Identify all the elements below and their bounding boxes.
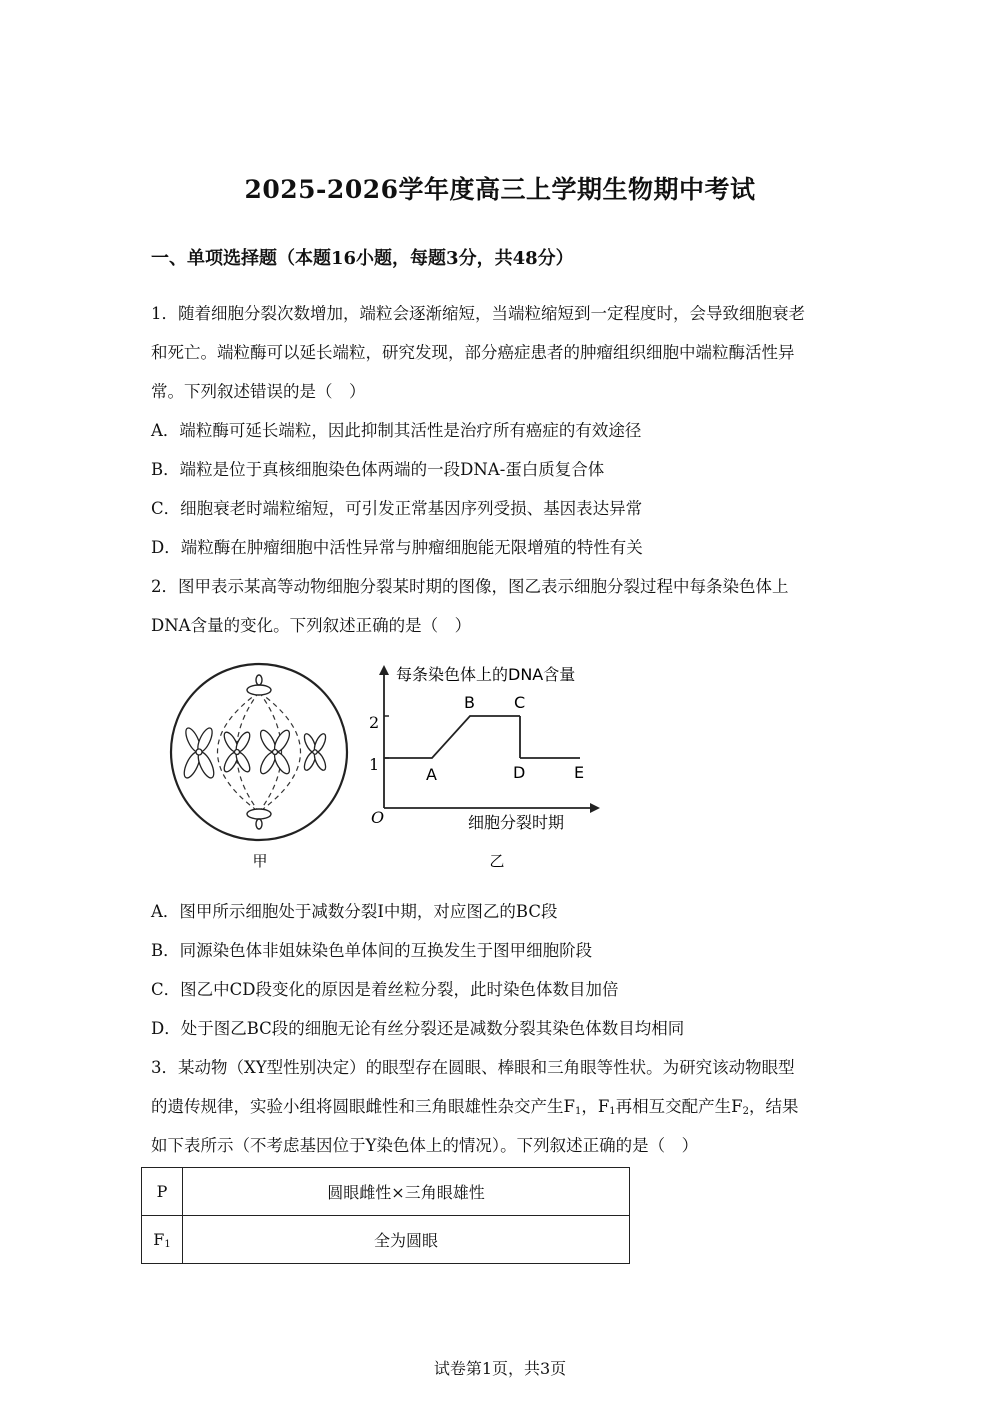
q3-stem-line-1: 3．某动物（XY型性别决定）的眼型存在圆眼、棒眼和三角眼等性状。为研究该动物眼型	[151, 1058, 795, 1077]
caption-left: 甲	[252, 852, 268, 870]
cell-diagram	[171, 664, 347, 870]
y-tick-2: 2	[369, 713, 380, 732]
table-cell-value: 全为圆眼	[183, 1216, 630, 1264]
origin-label: O	[371, 808, 385, 827]
centrosome-top	[247, 675, 271, 695]
q1-option-a: A．端粒酶可延长端粒，因此抑制其活性是治疗所有癌症的有效途径	[151, 421, 642, 440]
dna-chart	[369, 665, 600, 870]
chromosome-4	[302, 732, 328, 772]
q2-option-c: C．图乙中CD段变化的原因是着丝粒分裂，此时染色体数目加倍	[151, 980, 619, 999]
point-label-b: B	[464, 693, 475, 712]
chromosome-2	[222, 730, 253, 774]
point-label-d: D	[513, 763, 526, 782]
q1-stem-line-1: 1．随着细胞分裂次数增加，端粒会逐渐缩短，当端粒缩短到一定程度时，会导致细胞衰老	[151, 304, 805, 323]
spindle-fibers	[218, 692, 301, 812]
q2-figure	[166, 656, 606, 878]
centrosome-bottom	[247, 809, 271, 829]
table-row	[142, 1216, 630, 1264]
table-cell-head: $F_1$	[142, 1216, 183, 1264]
y-axis-arrow	[379, 665, 389, 675]
q2-stem-line-1: 2．图甲表示某高等动物细胞分裂某时期的图像，图乙表示细胞分裂过程中每条染色体上	[151, 577, 789, 596]
q3-results-table	[141, 1167, 630, 1264]
point-label-a: A	[426, 765, 437, 784]
point-label-e: E	[574, 763, 585, 782]
q1-stem-line-2: 和死亡。端粒酶可以延长端粒，研究发现，部分癌症患者的肿瘤组织细胞中端粒酶活性异	[151, 343, 795, 362]
table-cell-value: 圆眼雌性×三角眼雄性	[183, 1168, 630, 1216]
q2-option-b: B．同源染色体非姐妹染色单体间的互换发生于图甲细胞阶段	[151, 941, 593, 960]
page-footer: 试卷第1页，共3页	[433, 1359, 567, 1378]
chromosome-1	[181, 726, 217, 780]
caption-right: 乙	[489, 852, 505, 870]
q1-stem-line-3: 常。下列叙述错误的是（ ）	[151, 382, 366, 401]
x-axis-arrow	[590, 803, 600, 813]
point-label-c: C	[514, 693, 526, 712]
table-cell-head: P	[142, 1168, 183, 1216]
q1-option-c: C．细胞衰老时端粒缩短，可引发正常基因序列受损、基因表达异常	[151, 499, 643, 518]
y-axis-label: 每条染色体上的DNA含量	[396, 665, 576, 684]
table-row	[142, 1168, 630, 1216]
section-heading: 一、单项选择题（本题16小题，每题3分，共48分）	[151, 248, 574, 269]
x-axis-label: 细胞分裂时期	[468, 813, 565, 832]
q2-option-a: A．图甲所示细胞处于减数分裂Ⅰ中期，对应图乙的BC段	[151, 902, 558, 921]
chromosome-3	[258, 728, 293, 776]
y-tick-1: 1	[369, 755, 380, 774]
chromosomes	[181, 726, 328, 780]
q2-stem-line-2: DNA含量的变化。下列叙述正确的是（ ）	[151, 616, 472, 635]
q1-option-b: B．端粒是位于真核细胞染色体两端的一段DNA-蛋白质复合体	[151, 460, 605, 479]
exam-title: 2025-2026学年度高三上学期生物期中考试	[244, 175, 756, 204]
q2-option-d: D．处于图乙BC段的细胞无论有丝分裂还是减数分裂其染色体数目均相同	[151, 1019, 685, 1038]
series-line	[384, 716, 520, 758]
q3-stem-line-3: 如下表所示（不考虑基因位于Y染色体上的情况）。下列叙述正确的是（ ）	[151, 1136, 699, 1155]
q1-option-d: D．端粒酶在肿瘤细胞中活性异常与肿瘤细胞能无限增殖的特性有关	[151, 538, 643, 557]
q3-stem-line-2: 的遗传规律，实验小组将圆眼雌性和三角眼雄性杂交产生$F_1$，$F_1$再相互交配产生$F_2$，结果	[151, 1097, 799, 1117]
